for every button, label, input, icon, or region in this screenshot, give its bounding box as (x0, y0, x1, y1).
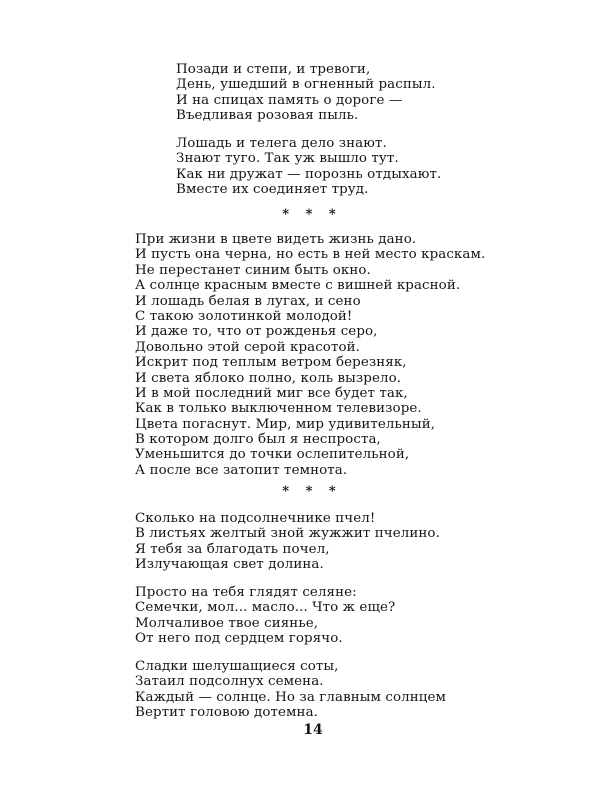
poem-line: Семечки, мол... масло... Что ж еще? (135, 600, 396, 616)
poem-3-stanza-1-block (135, 511, 440, 573)
poem-line: Я тебя за благодать почел, (135, 541, 330, 557)
poem-line: Уменьшится до точки ослепительной, (135, 447, 410, 463)
poem-line: От него под сердцем горячо. (135, 631, 343, 647)
page-number: 14 (303, 722, 323, 738)
poem-line: Не перестанет синим быть окно. (135, 262, 371, 278)
poem-line: А после все затопит темнота. (135, 462, 348, 478)
poem-line: Каждый — солнце. Но за главным солнцем (135, 689, 447, 705)
poem-1-stanza-2 (176, 136, 441, 198)
poem-line: И на спицах память о дороге — (176, 92, 403, 108)
poem-line: Вертит головою дотемна. (135, 705, 319, 721)
poem-line: Довольно этой серой красотой. (135, 339, 361, 355)
poem-line: Сладки шелушащиеся соты, (135, 659, 339, 674)
poem-line: День, ушедший в огненный распыл. (176, 77, 436, 93)
poem-line: В котором долго был я неспроста, (135, 432, 381, 448)
poem-3-stanza-2-block (135, 585, 395, 647)
poem-line: И света яблоко полно, коль вызрело. (135, 370, 402, 386)
poem-line: А солнце красным вместе с вишней красной. (135, 278, 461, 294)
poem-line: И в мой последний миг все будет так, (135, 385, 408, 401)
poem-1-stanza-1 (176, 62, 436, 124)
poem-line: Сколько на подсолнечнике пчел! (135, 511, 376, 526)
poem-line: И лошадь белая в лугах, и сено (135, 293, 361, 309)
poem-3-stanza-3-block (135, 659, 446, 721)
poem-line: При жизни в цвете видеть жизнь дано. (135, 232, 417, 247)
poem-line: В листьях желтый зной жужжит пчелино. (135, 526, 440, 542)
poem-line: Вместе их соединяет труд. (176, 182, 369, 198)
poem-line: Лошадь и телега дело знают. (176, 136, 387, 151)
poem-line: Как ни дружат — порознь отдыхают. (176, 166, 442, 182)
poem-line: Цвета погаснут. Мир, мир удивительный, (135, 416, 436, 432)
poem-line: И даже то, что от рожденья серо, (135, 324, 378, 340)
poem-1 (176, 62, 436, 124)
poem-line: Молчаливое твое сиянье, (135, 615, 319, 631)
poem-line: Просто на тебя глядят селяне: (135, 585, 357, 600)
poem-line: Въедливая розовая пыль. (176, 108, 359, 124)
poem-line: Искрит под теплым ветром березняк, (135, 355, 407, 371)
poem-line: Как в только выключенном телевизоре. (135, 401, 422, 417)
section-separator: * * * (282, 207, 342, 222)
poem-line: С такою золотинкой молодой! (135, 308, 353, 324)
poem-2 (135, 232, 485, 478)
poem-3-stanza-2 (135, 585, 395, 647)
poem-line: Излучающая свет долина. (135, 557, 324, 573)
poem-1-stanza-2-block (176, 136, 441, 198)
poem-2-stanza-1 (135, 232, 485, 478)
section-separator: * * * (282, 484, 342, 499)
poem-line: Знают туго. Так уж вышло тут. (176, 151, 399, 167)
poem-line: Позади и степи, и тревоги, (176, 62, 371, 77)
poem-line: Затаил подсолнух семена. (135, 674, 324, 690)
poem-3-stanza-3 (135, 659, 446, 721)
poem-line: И пусть она черна, но есть в ней место краскам. (135, 247, 486, 263)
poem-3-stanza-1 (135, 511, 440, 573)
